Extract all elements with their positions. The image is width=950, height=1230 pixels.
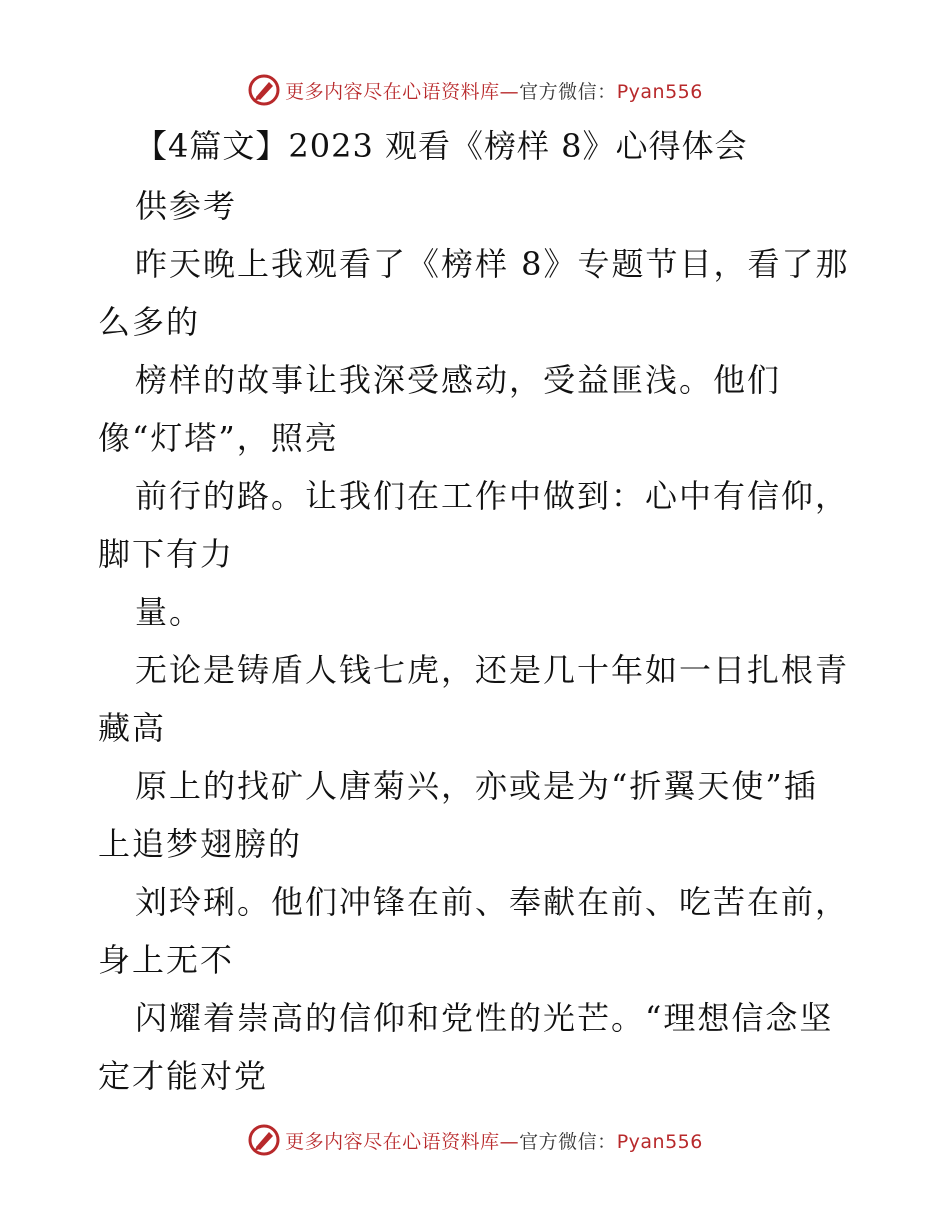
banner-library-text: 更多内容尽在心语资料库 (285, 80, 500, 103)
footer-banner (0, 1120, 950, 1160)
banner-text (285, 77, 703, 104)
body-line: 像“灯塔”，照亮 (98, 419, 339, 457)
document-title: 【4篇文】2023 观看《榜样 8》心得体会 (135, 127, 748, 165)
body-line: 脚下有力 (98, 535, 235, 573)
body-line: 上追梦翅膀的 (98, 825, 303, 863)
banner-text (285, 1127, 703, 1154)
body-line: 量。 (135, 593, 204, 631)
body-line: 前行的路。让我们在工作中做到：心中有信仰， (135, 477, 850, 515)
banner-wechat-id: Pyan556 (616, 80, 703, 103)
banner-wechat-label: 官方微信： (519, 80, 617, 103)
header-banner (0, 70, 950, 110)
body-line: 供参考 (135, 187, 238, 225)
body-line: 榜样的故事让我深受感动，受益匪浅。他们 (135, 361, 782, 399)
body-line: 原上的找矿人唐菊兴，亦或是为“折翼天使”插 (135, 767, 818, 805)
pen-logo-icon (247, 73, 281, 107)
banner-library-text: 更多内容尽在心语资料库 (285, 1130, 500, 1153)
body-line: 闪耀着崇高的信仰和党性的光芒。“理想信念坚 (135, 999, 834, 1037)
banner-separator: — (499, 1130, 520, 1153)
banner-separator: — (499, 80, 520, 103)
body-line: 藏高 (98, 709, 167, 747)
body-line: 刘玲琍。他们冲锋在前、奉献在前、吃苦在前， (135, 883, 850, 921)
body-line: 无论是铸盾人钱七虎，还是几十年如一日扎根青 (135, 651, 850, 689)
body-line: 昨天晚上我观看了《榜样 8》专题节目，看了那 (135, 245, 850, 283)
body-line: 定才能对党 (98, 1057, 269, 1095)
banner-wechat-label: 官方微信： (519, 1130, 617, 1153)
body-line: 么多的 (98, 303, 201, 341)
banner-wechat-id: Pyan556 (616, 1130, 703, 1153)
body-line: 身上无不 (98, 941, 235, 979)
pen-logo-icon (247, 1123, 281, 1157)
